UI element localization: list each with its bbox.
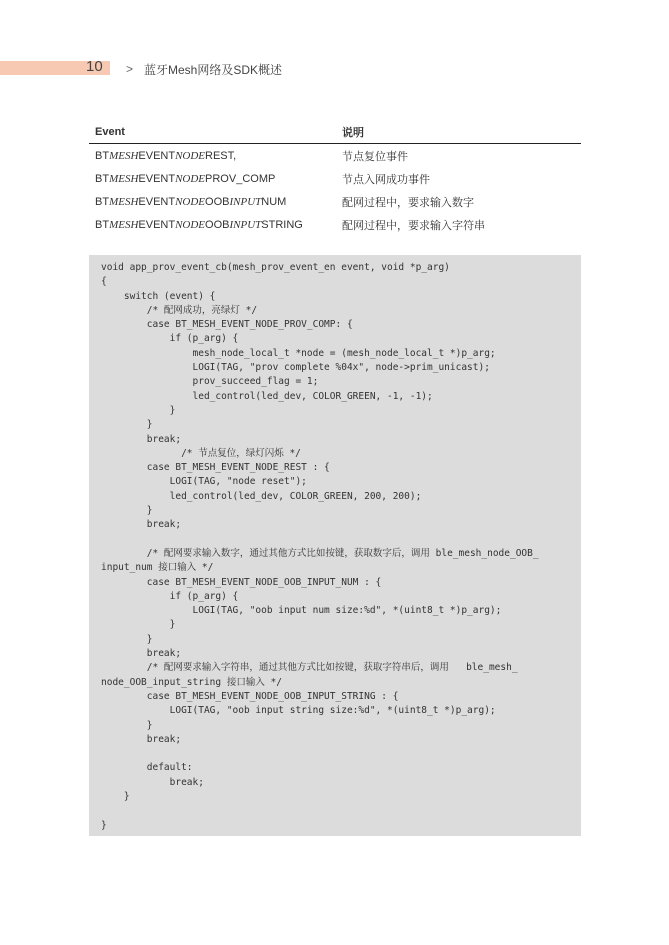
code-line: default: [101, 762, 193, 774]
chapter-title: 蓝牙Mesh网络及SDK概述 [144, 63, 283, 77]
event-name-segment: OOB [205, 218, 230, 231]
breadcrumb-separator: > [126, 62, 134, 76]
event-description-cell: 配网过程中，要求输入字符串 [342, 219, 485, 232]
event-name-segment: EVENT [138, 149, 176, 162]
code-line: led_control(led_dev, COLOR_GREEN, -1, -1); [101, 390, 433, 402]
table-row [89, 190, 581, 213]
code-line: prov_succeed_flag = 1; [101, 376, 319, 388]
event-name-cell [89, 167, 336, 190]
code-line: break; [101, 648, 182, 660]
code-line: break; [101, 776, 204, 788]
event-name-segment: EVENT [138, 172, 176, 185]
code-listing [89, 255, 581, 833]
event-name-segment: NODE [175, 195, 206, 208]
code-line: break; [101, 519, 182, 531]
event-name-segment: MESH [109, 149, 139, 162]
code-line: LOGI(TAG, "prov complete %04x", node->prim_unicast); [101, 362, 490, 374]
event-name-segment: NODE [175, 149, 206, 162]
code-line: case BT_MESH_EVENT_NODE_REST : { [101, 462, 330, 474]
event-name-cell [89, 144, 336, 168]
code-line: break; [101, 733, 182, 745]
code-line: case BT_MESH_EVENT_NODE_OOB_INPUT_NUM : { [101, 576, 382, 588]
code-line: /* 配网成功，亮绿灯 */ [101, 304, 258, 316]
event-name-segment: NODE [175, 172, 206, 185]
code-line: if (p_arg) { [101, 333, 239, 345]
event-description-cell: 节点复位事件 [342, 150, 408, 163]
event-name-segment: REST, [205, 149, 237, 162]
code-line: break; [101, 433, 182, 445]
event-name-cell [89, 190, 336, 213]
table-row [89, 213, 581, 236]
code-line: LOGI(TAG, "oob input num size:%d", *(uint8_t *)p_arg); [101, 605, 502, 617]
code-line: } [101, 505, 153, 517]
code-line: led_control(led_dev, COLOR_GREEN, 200, 200); [101, 490, 422, 502]
event-name-segment: OOB [205, 195, 230, 208]
event-name-segment: STRING [261, 218, 303, 231]
event-name-segment: PROV_COMP [205, 172, 276, 185]
code-line: } [101, 719, 153, 731]
event-name-segment: NUM [261, 195, 287, 208]
code-line: void app_prov_event_cb(mesh_prov_event_en event, void *p_arg) [101, 262, 450, 273]
code-line: } [101, 790, 130, 802]
code-line: } [101, 404, 176, 416]
code-line: LOGI(TAG, "oob input string size:%d", *(uint8_t *)p_arg); [101, 705, 496, 717]
event-name-segment: MESH [109, 195, 139, 208]
table-row [89, 167, 581, 190]
code-line: } [101, 619, 176, 631]
table-header-row [89, 121, 581, 144]
event-name-segment: EVENT [138, 218, 176, 231]
code-line: mesh_node_local_t *node = (mesh_node_local_t *)p_arg; [101, 347, 496, 359]
code-line: input_num 接口输入 */ [101, 562, 214, 574]
code-line: { [101, 276, 107, 288]
code-line: } [101, 419, 153, 431]
event-name-segment: BT [95, 172, 110, 185]
code-line: /* 配网要求输入字符串，通过其他方式比如按键，获取字符串后，调用 ble_mesh_ [101, 662, 518, 674]
event-name-segment: NODE [175, 218, 206, 231]
code-line: /* 配网要求输入数字，通过其他方式比如按键，获取数字后，调用 ble_mesh_node_OOB_ [101, 547, 539, 559]
table-row [89, 144, 581, 168]
event-name-segment: INPUT [229, 195, 262, 208]
event-name-segment: MESH [109, 172, 139, 185]
code-line: case BT_MESH_EVENT_NODE_PROV_COMP: { [101, 319, 353, 331]
column-header-description: 说明 [336, 121, 581, 144]
event-description-cell: 配网过程中，要求输入数字 [342, 196, 474, 209]
code-line: /* 节点复位，绿灯闪烁 */ [101, 447, 301, 459]
event-description-cell: 节点入网成功事件 [342, 173, 430, 186]
event-name-cell [89, 213, 336, 236]
code-line: switch (event) { [101, 290, 216, 302]
column-header-event: Event [89, 121, 336, 144]
code-line: if (p_arg) { [101, 590, 239, 602]
code-block [89, 255, 581, 836]
event-name-segment: BT [95, 195, 110, 208]
page-number: 10 [86, 58, 103, 75]
code-line: node_OOB_input_string 接口输入 */ [101, 676, 282, 688]
code-line: } [101, 819, 107, 831]
event-name-segment: BT [95, 149, 110, 162]
event-name-segment: EVENT [138, 195, 176, 208]
code-line: } [101, 633, 153, 645]
event-name-segment: MESH [109, 218, 139, 231]
code-line: LOGI(TAG, "node reset"); [101, 476, 307, 488]
code-line: case BT_MESH_EVENT_NODE_OOB_INPUT_STRING : { [101, 690, 399, 702]
event-table [89, 121, 581, 236]
event-name-segment: BT [95, 218, 110, 231]
event-name-segment: INPUT [229, 218, 262, 231]
